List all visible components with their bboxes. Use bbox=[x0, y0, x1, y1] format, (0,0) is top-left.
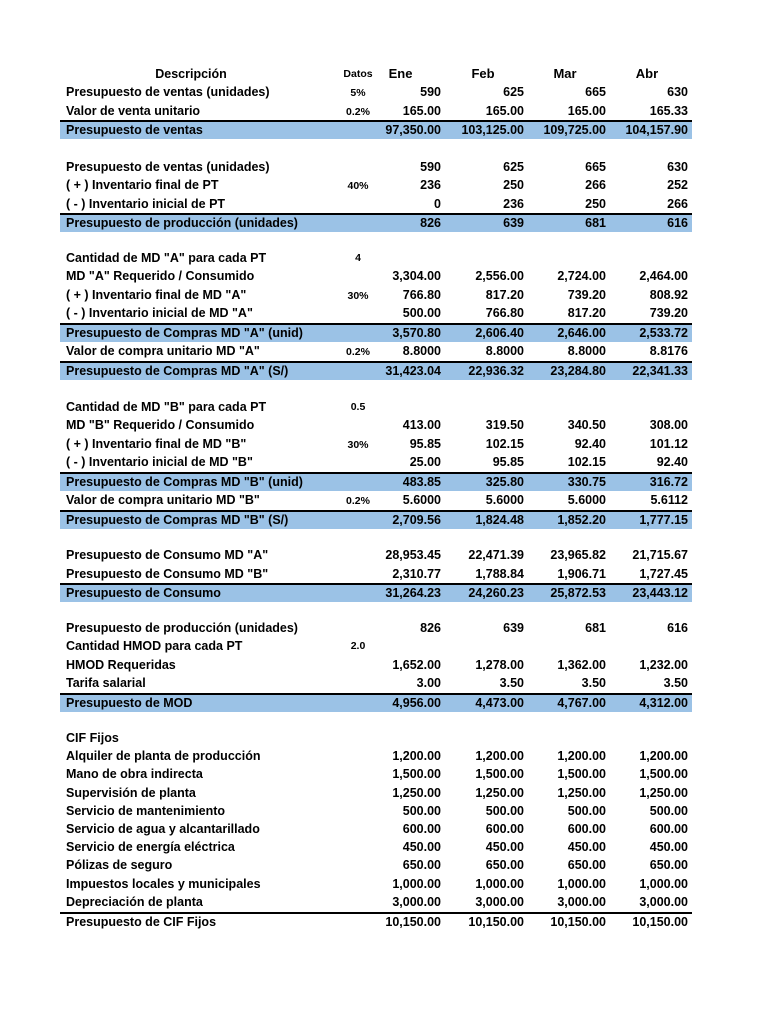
row-value-feb: 102.15 bbox=[485, 437, 524, 451]
row-value-mar: 500.00 bbox=[567, 804, 606, 818]
row-value-mar: 739.20 bbox=[567, 288, 606, 302]
table-row bbox=[60, 361, 692, 380]
row-value-ene: 1,200.00 bbox=[392, 749, 441, 763]
row-value-ene: 1,652.00 bbox=[392, 658, 441, 672]
row-value-ene: 2,709.56 bbox=[392, 513, 441, 527]
row-value-ene: 1,250.00 bbox=[392, 786, 441, 800]
row-label: Cantidad de MD "B" para cada PT bbox=[66, 400, 267, 414]
row-datos: 2.0 bbox=[350, 640, 366, 652]
row-label: Presupuesto de Consumo bbox=[66, 586, 221, 600]
row-value-feb: 450.00 bbox=[485, 840, 524, 854]
table-row bbox=[60, 784, 692, 802]
table-row bbox=[60, 323, 692, 342]
row-value-abr: 8.8176 bbox=[649, 344, 688, 358]
row-value-mar: 1,852.20 bbox=[557, 513, 606, 527]
row-value-abr: 21,715.67 bbox=[632, 548, 688, 562]
row-value-abr: 3.50 bbox=[663, 676, 688, 690]
row-value-ene: 8.8000 bbox=[402, 344, 441, 358]
header-datos: Datos bbox=[343, 68, 373, 80]
row-value-feb: 766.80 bbox=[485, 306, 524, 320]
row-label: Presupuesto de ventas (unidades) bbox=[66, 85, 270, 99]
row-value-ene: 236 bbox=[420, 178, 441, 192]
table-row bbox=[60, 398, 692, 416]
table-row bbox=[60, 619, 692, 637]
row-value-abr: 600.00 bbox=[649, 822, 688, 836]
table-row bbox=[60, 510, 692, 529]
row-value-feb: 1,500.00 bbox=[475, 767, 524, 781]
row-label: Impuestos locales y municipales bbox=[66, 877, 261, 891]
row-value-mar: 4,767.00 bbox=[557, 696, 606, 710]
row-value-mar: 92.40 bbox=[574, 437, 606, 451]
table-row bbox=[60, 176, 692, 194]
row-value-feb: 250 bbox=[503, 178, 524, 192]
row-value-abr: 630 bbox=[667, 160, 688, 174]
row-label: MD "B" Requerido / Consumido bbox=[66, 418, 255, 432]
table-row bbox=[60, 472, 692, 491]
row-label: Alquiler de planta de producción bbox=[66, 749, 261, 763]
row-value-abr: 808.92 bbox=[649, 288, 688, 302]
row-value-abr: 5.6112 bbox=[650, 493, 688, 507]
row-label: ( - ) Inventario inicial de PT bbox=[66, 197, 226, 211]
row-value-feb: 600.00 bbox=[485, 822, 524, 836]
row-value-mar: 1,000.00 bbox=[557, 877, 606, 891]
row-value-feb: 165.00 bbox=[485, 104, 524, 118]
row-label: HMOD Requeridas bbox=[66, 658, 176, 672]
row-value-abr: 650.00 bbox=[649, 858, 688, 872]
row-value-feb: 2,606.40 bbox=[475, 326, 524, 340]
row-value-feb: 1,200.00 bbox=[475, 749, 524, 763]
row-value-abr: 165.33 bbox=[649, 104, 688, 118]
row-label: Presupuesto de Consumo MD "A" bbox=[66, 548, 269, 562]
row-datos: 0.5 bbox=[350, 401, 366, 413]
table-row bbox=[60, 546, 692, 564]
row-value-mar: 665 bbox=[585, 160, 606, 174]
table-row bbox=[60, 267, 692, 285]
row-label: Cantidad de MD "A" para cada PT bbox=[66, 251, 267, 265]
row-value-feb: 639 bbox=[503, 621, 524, 635]
row-value-feb: 1,788.84 bbox=[475, 567, 524, 581]
row-value-mar: 5.6000 bbox=[567, 493, 606, 507]
row-value-feb: 1,278.00 bbox=[475, 658, 524, 672]
row-label: Cantidad HMOD para cada PT bbox=[66, 639, 243, 653]
table-row bbox=[60, 674, 692, 692]
table-row bbox=[60, 491, 692, 509]
row-label: Presupuesto de producción (unidades) bbox=[66, 621, 298, 635]
row-label: ( + ) Inventario final de MD "A" bbox=[66, 288, 247, 302]
table-row bbox=[60, 637, 692, 655]
row-value-ene: 766.80 bbox=[402, 288, 441, 302]
header-month-ene: Ene bbox=[388, 66, 413, 81]
row-label: Servicio de energía eléctrica bbox=[66, 840, 235, 854]
row-value-ene: 165.00 bbox=[402, 104, 441, 118]
table-row bbox=[60, 158, 692, 176]
row-value-abr: 104,157.90 bbox=[625, 123, 688, 137]
row-value-mar: 2,646.00 bbox=[557, 326, 606, 340]
row-label: Presupuesto de Compras MD "B" (S/) bbox=[66, 513, 289, 527]
row-value-ene: 5.6000 bbox=[402, 493, 441, 507]
row-datos: 5% bbox=[350, 87, 366, 99]
row-value-ene: 10,150.00 bbox=[385, 915, 441, 929]
table-row bbox=[60, 856, 692, 874]
row-value-ene: 826 bbox=[420, 216, 441, 230]
row-value-ene: 31,423.04 bbox=[385, 364, 441, 378]
row-value-abr: 1,777.15 bbox=[639, 513, 688, 527]
row-value-mar: 650.00 bbox=[567, 858, 606, 872]
table-row bbox=[60, 893, 692, 911]
header-month-abr: Abr bbox=[635, 66, 659, 81]
row-value-abr: 450.00 bbox=[649, 840, 688, 854]
table-row bbox=[60, 729, 692, 747]
table-row bbox=[60, 213, 692, 232]
table-row bbox=[60, 453, 692, 471]
row-value-feb: 103,125.00 bbox=[461, 123, 524, 137]
row-value-ene: 4,956.00 bbox=[392, 696, 441, 710]
row-value-mar: 1,500.00 bbox=[557, 767, 606, 781]
table-row bbox=[60, 249, 692, 267]
row-value-abr: 4,312.00 bbox=[639, 696, 688, 710]
row-value-ene: 3,304.00 bbox=[392, 269, 441, 283]
row-label: Supervisión de planta bbox=[66, 786, 196, 800]
row-value-feb: 639 bbox=[503, 216, 524, 230]
row-value-mar: 102.15 bbox=[567, 455, 606, 469]
table-row bbox=[60, 765, 692, 783]
row-value-mar: 665 bbox=[585, 85, 606, 99]
row-datos: 40% bbox=[347, 180, 369, 192]
row-label: Presupuesto de Consumo MD "B" bbox=[66, 567, 269, 581]
row-value-feb: 5.6000 bbox=[485, 493, 524, 507]
row-value-feb: 3.50 bbox=[499, 676, 524, 690]
row-value-abr: 630 bbox=[667, 85, 688, 99]
row-datos: 0.2% bbox=[346, 346, 370, 358]
row-datos: 0.2% bbox=[346, 106, 370, 118]
table-row bbox=[60, 656, 692, 674]
row-value-ene: 31,264.23 bbox=[385, 586, 441, 600]
row-value-mar: 1,200.00 bbox=[557, 749, 606, 763]
row-value-abr: 308.00 bbox=[649, 418, 688, 432]
row-value-ene: 500.00 bbox=[402, 804, 441, 818]
table-row bbox=[60, 286, 692, 304]
row-label: Depreciación de planta bbox=[66, 895, 203, 909]
row-label: Tarifa salarial bbox=[66, 676, 146, 690]
row-value-feb: 3,000.00 bbox=[475, 895, 524, 909]
row-value-ene: 3,000.00 bbox=[392, 895, 441, 909]
table-row bbox=[60, 195, 692, 213]
row-label: Presupuesto de Compras MD "A" (S/) bbox=[66, 364, 289, 378]
row-value-ene: 0 bbox=[434, 197, 441, 211]
row-label: Servicio de agua y alcantarillado bbox=[66, 822, 260, 836]
row-value-ene: 413.00 bbox=[402, 418, 441, 432]
row-value-mar: 681 bbox=[585, 621, 606, 635]
table-row bbox=[60, 342, 692, 360]
row-value-abr: 1,500.00 bbox=[639, 767, 688, 781]
row-value-mar: 450.00 bbox=[567, 840, 606, 854]
row-value-mar: 8.8000 bbox=[567, 344, 606, 358]
row-value-mar: 10,150.00 bbox=[550, 915, 606, 929]
row-value-ene: 25.00 bbox=[409, 455, 441, 469]
row-value-feb: 1,000.00 bbox=[475, 877, 524, 891]
row-value-mar: 3.50 bbox=[581, 676, 606, 690]
row-value-ene: 2,310.77 bbox=[392, 567, 441, 581]
header-month-feb: Feb bbox=[471, 66, 495, 81]
row-value-abr: 252 bbox=[667, 178, 688, 192]
table-row bbox=[60, 912, 692, 931]
row-label: Presupuesto de producción (unidades) bbox=[66, 216, 298, 230]
table-row bbox=[60, 120, 692, 139]
row-datos: 0.2% bbox=[346, 495, 370, 507]
row-label: Presupuesto de ventas (unidades) bbox=[66, 160, 270, 174]
row-value-feb: 625 bbox=[503, 160, 524, 174]
row-value-ene: 97,350.00 bbox=[385, 123, 441, 137]
row-label: Presupuesto de CIF Fijos bbox=[66, 915, 217, 929]
table-row bbox=[60, 693, 692, 712]
row-datos: 30% bbox=[347, 439, 369, 451]
row-value-feb: 1,250.00 bbox=[475, 786, 524, 800]
row-label: ( - ) Inventario inicial de MD "A" bbox=[66, 306, 253, 320]
row-value-feb: 500.00 bbox=[485, 804, 524, 818]
row-label: Mano de obra indirecta bbox=[66, 767, 203, 781]
row-label: Servicio de mantenimiento bbox=[66, 804, 226, 818]
row-value-ene: 600.00 bbox=[402, 822, 441, 836]
row-value-feb: 95.85 bbox=[492, 455, 524, 469]
table-row bbox=[60, 304, 692, 322]
row-value-abr: 92.40 bbox=[656, 455, 688, 469]
row-value-abr: 1,250.00 bbox=[639, 786, 688, 800]
row-value-ene: 3.00 bbox=[416, 676, 441, 690]
row-value-ene: 650.00 bbox=[402, 858, 441, 872]
row-value-ene: 3,570.80 bbox=[392, 326, 441, 340]
row-value-feb: 625 bbox=[503, 85, 524, 99]
table-row bbox=[60, 416, 692, 434]
row-value-mar: 817.20 bbox=[567, 306, 606, 320]
row-value-ene: 1,500.00 bbox=[392, 767, 441, 781]
row-label: Presupuesto de ventas bbox=[66, 123, 203, 137]
row-value-mar: 330.75 bbox=[567, 475, 606, 489]
row-value-mar: 1,906.71 bbox=[557, 567, 606, 581]
row-label: Pólizas de seguro bbox=[66, 858, 173, 872]
row-value-abr: 1,000.00 bbox=[639, 877, 688, 891]
row-value-abr: 1,200.00 bbox=[639, 749, 688, 763]
row-value-abr: 10,150.00 bbox=[632, 915, 688, 929]
table-row bbox=[60, 802, 692, 820]
row-value-feb: 319.50 bbox=[485, 418, 524, 432]
row-value-ene: 28,953.45 bbox=[385, 548, 441, 562]
row-value-abr: 101.12 bbox=[649, 437, 688, 451]
row-label: CIF Fijos bbox=[66, 731, 119, 745]
row-value-ene: 590 bbox=[420, 85, 441, 99]
table-row bbox=[60, 747, 692, 765]
row-value-ene: 590 bbox=[420, 160, 441, 174]
row-value-mar: 681 bbox=[585, 216, 606, 230]
row-label: Presupuesto de Compras MD "A" (unid) bbox=[66, 326, 303, 340]
table-row bbox=[60, 838, 692, 856]
row-value-abr: 266 bbox=[667, 197, 688, 211]
row-value-feb: 650.00 bbox=[485, 858, 524, 872]
row-label: Presupuesto de Compras MD "B" (unid) bbox=[66, 475, 303, 489]
row-value-mar: 1,250.00 bbox=[557, 786, 606, 800]
row-value-feb: 1,824.48 bbox=[475, 513, 524, 527]
row-value-feb: 325.80 bbox=[485, 475, 524, 489]
row-label: ( + ) Inventario final de MD "B" bbox=[66, 437, 247, 451]
row-value-mar: 2,724.00 bbox=[557, 269, 606, 283]
row-value-abr: 1,727.45 bbox=[639, 567, 688, 581]
row-value-feb: 24,260.23 bbox=[468, 586, 524, 600]
row-value-mar: 23,284.80 bbox=[550, 364, 606, 378]
row-value-ene: 483.85 bbox=[402, 475, 441, 489]
row-label: ( + ) Inventario final de PT bbox=[66, 178, 219, 192]
row-value-ene: 450.00 bbox=[402, 840, 441, 854]
table-row bbox=[60, 435, 692, 453]
row-value-abr: 22,341.33 bbox=[632, 364, 688, 378]
table-row bbox=[60, 83, 692, 101]
row-value-abr: 1,232.00 bbox=[639, 658, 688, 672]
row-datos: 30% bbox=[347, 290, 369, 302]
row-value-feb: 22,471.39 bbox=[468, 548, 524, 562]
table-row bbox=[60, 875, 692, 893]
header-descripcion: Descripción bbox=[155, 67, 227, 81]
row-value-feb: 236 bbox=[503, 197, 524, 211]
row-value-abr: 316.72 bbox=[649, 475, 688, 489]
row-label: Presupuesto de MOD bbox=[66, 696, 193, 710]
row-value-mar: 23,965.82 bbox=[550, 548, 606, 562]
row-value-ene: 1,000.00 bbox=[392, 877, 441, 891]
row-value-mar: 25,872.53 bbox=[550, 586, 606, 600]
row-label: Valor de compra unitario MD "B" bbox=[66, 493, 260, 507]
row-value-feb: 22,936.32 bbox=[468, 364, 524, 378]
table-row bbox=[60, 565, 692, 583]
row-value-mar: 266 bbox=[585, 178, 606, 192]
row-label: Valor de venta unitario bbox=[66, 104, 201, 118]
row-value-feb: 10,150.00 bbox=[468, 915, 524, 929]
header-month-mar: Mar bbox=[553, 66, 577, 81]
row-value-ene: 500.00 bbox=[402, 306, 441, 320]
row-value-mar: 250 bbox=[585, 197, 606, 211]
table-row bbox=[60, 820, 692, 838]
row-value-abr: 500.00 bbox=[649, 804, 688, 818]
row-value-feb: 817.20 bbox=[485, 288, 524, 302]
row-value-mar: 3,000.00 bbox=[557, 895, 606, 909]
row-value-abr: 2,533.72 bbox=[639, 326, 688, 340]
header-row bbox=[60, 65, 692, 83]
row-value-mar: 1,362.00 bbox=[557, 658, 606, 672]
row-value-mar: 600.00 bbox=[567, 822, 606, 836]
row-label: Valor de compra unitario MD "A" bbox=[66, 344, 260, 358]
row-datos: 4 bbox=[355, 252, 361, 264]
row-value-abr: 616 bbox=[667, 621, 688, 635]
row-value-feb: 4,473.00 bbox=[475, 696, 524, 710]
row-value-feb: 2,556.00 bbox=[475, 269, 524, 283]
row-label: ( - ) Inventario inicial de MD "B" bbox=[66, 455, 253, 469]
row-value-abr: 23,443.12 bbox=[632, 586, 688, 600]
row-value-mar: 109,725.00 bbox=[543, 123, 606, 137]
row-value-mar: 165.00 bbox=[567, 104, 606, 118]
table-row bbox=[60, 583, 692, 602]
row-value-abr: 3,000.00 bbox=[639, 895, 688, 909]
row-value-ene: 95.85 bbox=[409, 437, 441, 451]
row-value-abr: 739.20 bbox=[649, 306, 688, 320]
row-value-mar: 340.50 bbox=[567, 418, 606, 432]
row-value-ene: 826 bbox=[420, 621, 441, 635]
row-value-abr: 2,464.00 bbox=[639, 269, 688, 283]
row-value-feb: 8.8000 bbox=[485, 344, 524, 358]
row-value-abr: 616 bbox=[667, 216, 688, 230]
row-label: MD "A" Requerido / Consumido bbox=[66, 269, 255, 283]
table-row bbox=[60, 102, 692, 120]
